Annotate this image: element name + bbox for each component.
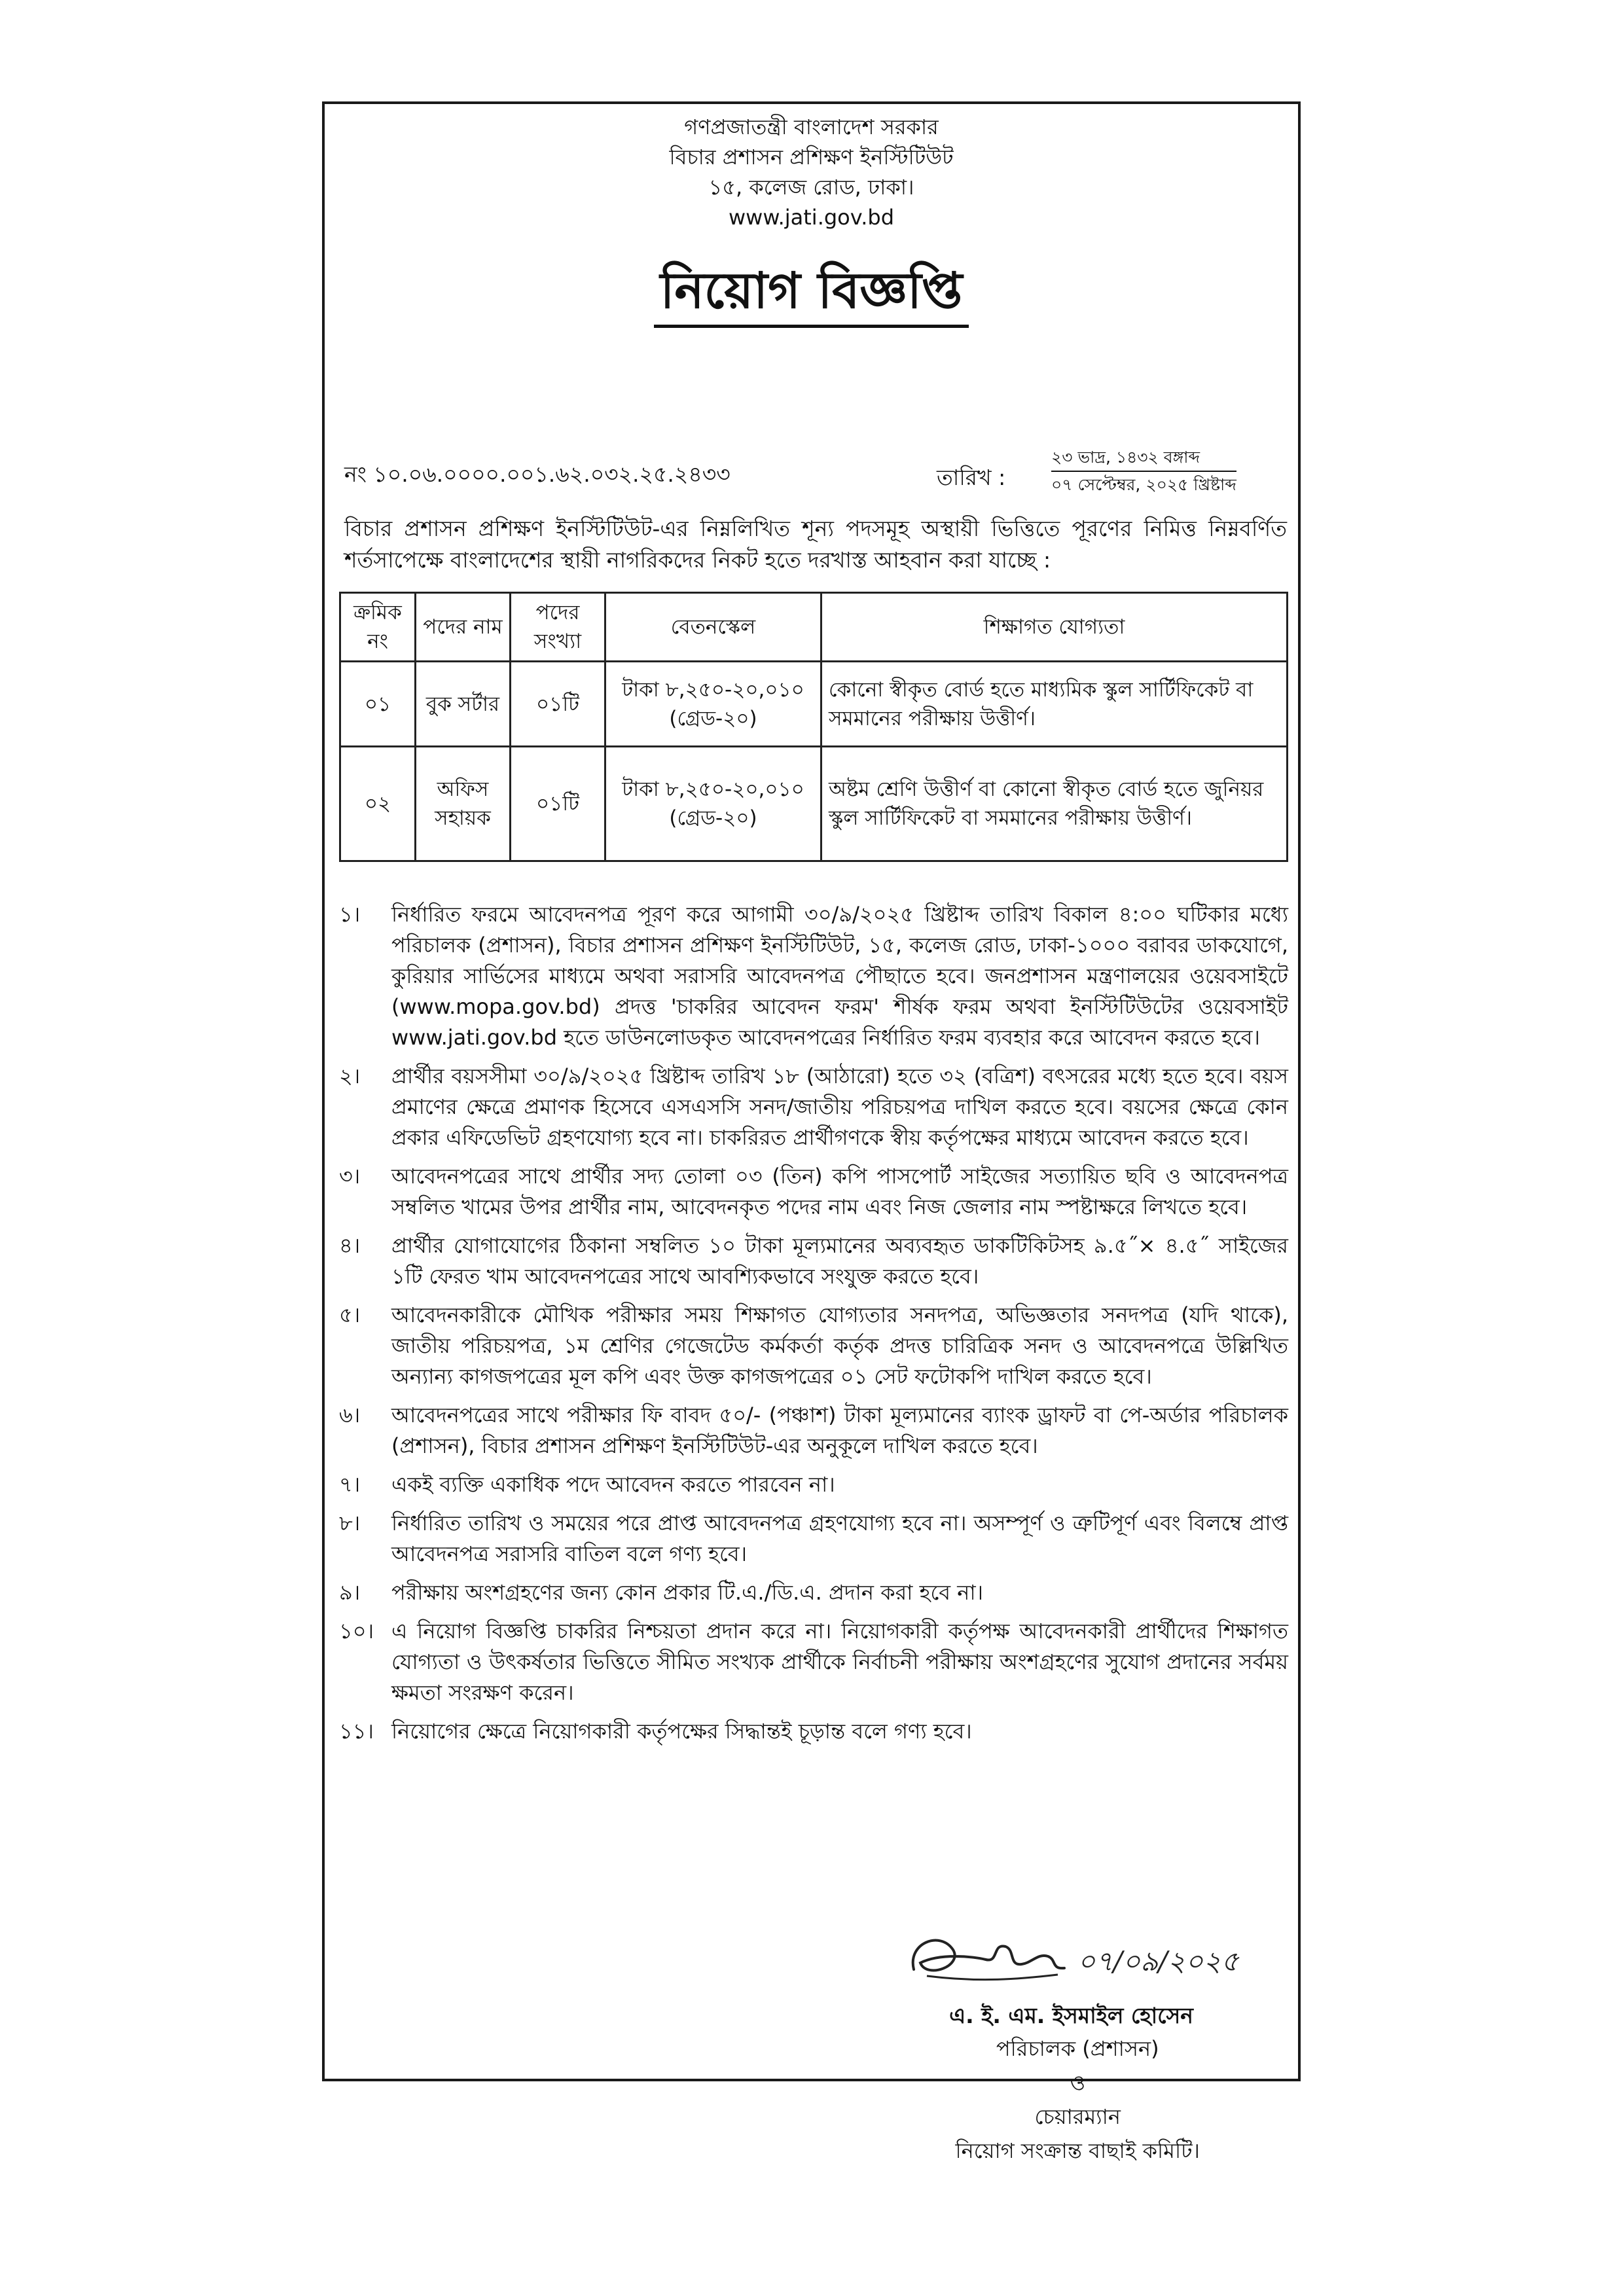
- item-text: এ নিয়োগ বিজ্ঞপ্তি চাকরির নিশ্চয়তা প্রদান করে না। নিয়োগকারী কর্তৃপক্ষ আবেদনকারী প্রার্থীদের শিক্ষাগত যোগ্যতা ও উৎকর্ষতার ভিত্তিতে সীমিত সংখ্যক প্রার্থীকে নির্বাচনী পরীক্ষায় অংশগ্রহণের সুযোগ প্রদানের সর্বময় ক্ষমতা সংরক্ষণ করেন।: [391, 1619, 1288, 1705]
- conditions-list: [339, 899, 1288, 1755]
- item-text: আবেদনপত্রের সাথে পরীক্ষার ফি বাবদ ৫০/- (পঞ্চাশ) টাকা মূল্যমানের ব্যাংক ড্রাফট বা পে-অর্ডার পরিচালক (প্রশাসন), বিচার প্রশাসন প্রশিক্ষণ ইনস্টিটিউট-এর অনুকূলে দাখিল করতে হবে।: [391, 1403, 1288, 1458]
- item-text: নিয়োগের ক্ষেত্রে নিয়োগকারী কর্তৃপক্ষের সিদ্ধান্তই চূড়ান্ত বলে গণ্য হবে।: [391, 1719, 972, 1744]
- cell-post-name: বুক সর্টার: [416, 662, 511, 747]
- item-text: নির্ধারিত ফরমে আবেদনপত্র পূরণ করে আগামী ৩০/৯/২০২৫ খ্রিষ্টাব্দ তারিখ বিকাল ৪:০০ ঘটিকার মধ্যে পরিচালক (প্রশাসন), বিচার প্রশাসন প্রশিক্ষণ ইনস্টিটিউট, ১৫, কলেজ রোড, ঢাকা-১০০০ বরাবর ডাকযোগে, কুরিয়ার সার্ভিসের মাধ্যমে অথবা সরাসরি আবেদনপত্র পৌছাতে হবে। জনপ্রশাসন মন্ত্রণালয়ের ওয়েবসাইটে (www.mopa.gov.bd) প্রদত্ত 'চাকরির আবেদন ফরম' শীর্ষক ফরম অথবা ইনস্টিটিউটের ওয়েবসাইট www.jati.gov.bd হতে ডাউনলোডকৃত আবেদনপত্রের নির্ধারিত ফরম ব্যবহার করে আবেদন করতে হবে।: [391, 902, 1288, 1050]
- signatory-designation: পরিচালক (প্রশাসন): [996, 2036, 1159, 2061]
- item-number: ৩।: [339, 1164, 361, 1189]
- item-text: পরীক্ষায় অংশগ্রহণের জন্য কোন প্রকার টি.এ./ডি.এ. প্রদান করা হবে না।: [391, 1580, 984, 1605]
- item-text: প্রার্থীর যোগাযোগের ঠিকানা সম্বলিত ১০ টাকা মূল্যমানের অব্যবহৃত ডাকটিকিটসহ ৯.৫˝× ৪.৫˝ সাইজের ১টি ফেরত খাম আবেদনপত্রের সাথে আবশ্যিকভাবে সংযুক্ত করতে হবে।: [391, 1233, 1288, 1289]
- item-number: ১০।: [339, 1619, 374, 1643]
- item-number: ৬।: [339, 1403, 361, 1427]
- list-item: [339, 899, 1288, 1053]
- notice-title: নিয়োগ বিজ্ঞপ্তি: [654, 258, 969, 328]
- col-post-name: পদের নাম: [416, 593, 511, 662]
- notice-frame: [322, 101, 1301, 2163]
- col-serial: ক্রমিক নং: [340, 593, 416, 662]
- date-block: [1051, 444, 1236, 498]
- list-item: [339, 1508, 1288, 1570]
- cell-qualification: অষ্টম শ্রেণি উত্তীর্ণ বা কোনো স্বীকৃত বোর্ড হতে জুনিয়র স্কুল সার্টিফিকেট বা সমমানের পরীক্ষায় উত্তীর্ণ।: [821, 747, 1288, 861]
- table-header-row: [340, 593, 1288, 662]
- memo-number: নং ১০.০৬.০০০০.০০১.৬২.০৩২.২৫.২৪৩৩: [344, 461, 731, 487]
- posts-table: [339, 592, 1288, 862]
- signature-icon: [901, 1917, 1293, 1996]
- institute-website: www.jati.gov.bd: [729, 205, 894, 230]
- signatory-committee: নিয়োগ সংক্রান্ত বাছাই কমিটি।: [955, 2138, 1200, 2163]
- list-item: [339, 1161, 1288, 1223]
- item-number: ৫।: [339, 1302, 361, 1327]
- table-row: [340, 747, 1288, 861]
- cell-post-name: অফিস সহায়ক: [416, 747, 511, 861]
- col-qualification: শিক্ষাগত যোগ্যতা: [821, 593, 1288, 662]
- list-item: [339, 1400, 1288, 1462]
- govt-name: গণপ্রজাতন্ত্রী বাংলাদেশ সরকার: [684, 115, 939, 139]
- title-wrap: [325, 258, 1298, 328]
- signatory-designation: চেয়ারম্যান: [1034, 2104, 1121, 2129]
- item-number: ৮।: [339, 1511, 361, 1535]
- cell-qualification: কোনো স্বীকৃত বোর্ড হতে মাধ্যমিক স্কুল সার্টিফিকেট বা সমমানের পরীক্ষায় উত্তীর্ণ।: [821, 662, 1288, 747]
- institute-address: ১৫, কলেজ রোড, ঢাকা।: [708, 175, 914, 200]
- list-item: [339, 1061, 1288, 1153]
- item-number: ১১।: [339, 1719, 374, 1744]
- signatory-name: এ. ই. এম. ইসমাইল হোসেন: [949, 2003, 1193, 2028]
- table-row: [340, 662, 1288, 747]
- list-item: [339, 1230, 1288, 1292]
- item-number: ৪।: [339, 1233, 361, 1258]
- list-item: [339, 1616, 1288, 1708]
- intro-paragraph: বিচার প্রশাসন প্রশিক্ষণ ইনস্টিটিউট-এর নিম্নলিখিত শূন্য পদসমূহ অস্থায়ী ভিত্তিতে পূরণের নিমিত্ত নিম্নবর্ণিত শর্তসাপেক্ষে বাংলাদেশের স্থায়ী নাগরিকদের নিকট হতে দরখাস্ত আহবান করা যাচ্ছে :: [344, 516, 1287, 573]
- item-number: ৯।: [339, 1580, 361, 1605]
- date-label: তারিখ :: [937, 465, 1006, 490]
- list-item: [339, 1469, 1288, 1500]
- item-text: নির্ধারিত তারিখ ও সময়ের পরে প্রাপ্ত আবেদনপত্র গ্রহণযোগ্য হবে না। অসম্পূর্ণ ও ত্রুটিপূর্ণ এবং বিলম্বে প্রাপ্ত আবেদনপত্র সরাসরি বাতিল বলে গণ্য হবে।: [391, 1511, 1288, 1566]
- cell-pay-scale: টাকা ৮,২৫০-২০,০১০ (গ্রেড-২০): [605, 662, 821, 747]
- item-text: আবেদনপত্রের সাথে প্রার্থীর সদ্য তোলা ০৩ (তিন) কপি পাসপোর্ট সাইজের সত্যায়িত ছবি ও আবেদনপত্র সম্বলিত খামের উপর প্রার্থীর নাম, আবেদনকৃত পদের নাম এবং নিজ জেলার নাম স্পষ্টাক্ষরে লিখতে হবে।: [391, 1164, 1288, 1219]
- item-text: একই ব্যক্তি একাধিক পদে আবেদন করতে পারবেন না।: [391, 1472, 835, 1497]
- col-post-count: পদের সংখ্যা: [511, 593, 605, 662]
- signatory-conjunction: ও: [1070, 2070, 1086, 2095]
- item-text: প্রার্থীর বয়সসীমা ৩০/৯/২০২৫ খ্রিষ্টাব্দ তারিখ ১৮ (আঠারো) হতে ৩২ (বত্রিশ) বৎসরের মধ্যে হতে হবে। বয়স প্রমাণের ক্ষেত্রে প্রমাণক হিসেবে এসএসসি সনদ/জাতীয় পরিচয়পত্র দাখিল করতে হবে। বয়সের ক্ষেত্রে কোন প্রকার এফিডেভিট গ্রহণযোগ্য হবে না। চাকরিরত প্রার্থীগণকে স্বীয় কর্তৃপক্ষের মাধ্যমে আবেদন করতে হবে।: [391, 1064, 1288, 1150]
- signature-date: ০৭/০৯/২০২৫: [1077, 1945, 1239, 1977]
- institute-name: বিচার প্রশাসন প্রশিক্ষণ ইনস্টিটিউট: [669, 145, 954, 170]
- date-english: ০৭ সেপ্টেম্বর, ২০২৫ খ্রিষ্টাব্দ: [1051, 475, 1236, 494]
- item-number: ৭।: [339, 1472, 361, 1497]
- cell-post-count: ০১টি: [511, 747, 605, 861]
- cell-post-count: ০১টি: [511, 662, 605, 747]
- item-number: ২।: [339, 1064, 361, 1088]
- list-item: [339, 1716, 1288, 1747]
- signatory-block: [956, 2032, 1200, 2168]
- cell-serial: ০১: [340, 662, 416, 747]
- cell-serial: ০২: [340, 747, 416, 861]
- item-text: আবেদনকারীকে মৌখিক পরীক্ষার সময় শিক্ষাগত যোগ্যতার সনদপত্র, অভিজ্ঞতার সনদপত্র (যদি থাকে), জাতীয় পরিচয়পত্র, ১ম শ্রেণির গেজেটেড কর্মকর্তা কর্তৃক প্রদত্ত চারিত্রিক সনদ ও আবেদনপত্রে উল্লিখিত অন্যান্য কাগজপত্রের মূল কপি এবং উক্ত কাগজপত্রের ০১ সেট ফটোকপি দাখিল করতে হবে।: [391, 1302, 1288, 1389]
- cell-pay-scale: টাকা ৮,২৫০-২০,০১০ (গ্রেড-২০): [605, 747, 821, 861]
- date-bangla: ২৩ ভাদ্র, ১৪৩২ বঙ্গাব্দ: [1051, 444, 1236, 472]
- item-number: ১।: [339, 902, 361, 927]
- list-item: [339, 1577, 1288, 1608]
- list-item: [339, 1300, 1288, 1392]
- col-pay-scale: বেতনস্কেল: [605, 593, 821, 662]
